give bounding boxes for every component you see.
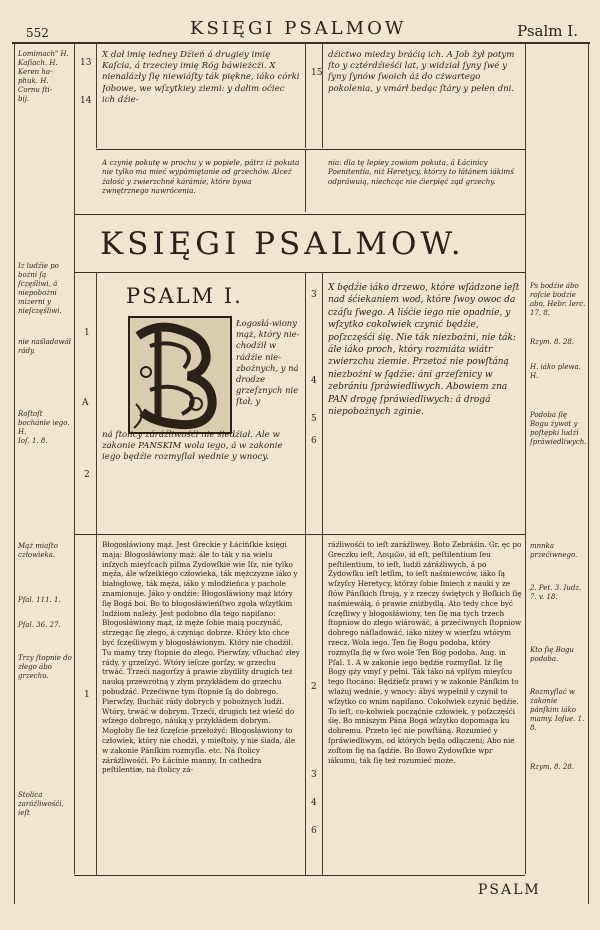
margin-note: 2. Pet. 3. Iudz. 7. v. 18.	[530, 584, 582, 601]
margin-note: H. iáko plewa. H.	[530, 363, 581, 380]
section-rule	[74, 534, 525, 535]
column-divider	[305, 44, 306, 148]
commentary-right-text: ráźliwośći to ieſt zaráźliwey. Boto Zebráśin. Gr. ęc po Greczku ieſt, Λοιμῶν, id eſt, peſtilentium ſeu peſtilentium, to ieſt, ludźi záráźliwych, á po Zydowſku ieſt letſim, to ieſt naśmiewców, iáko ſą wſzyſcy Heretycy, którzy ſobie ſmiech z nauki y ze ſłów Pánſkich ſtroją, y z rzeczy świętych y Boſkich ſię naśmiewáią, ó prawie zniżbydlą. Ato tedy chce być ſczęſliwy y błogosłáwiony, ten ſię ma tych trzech ſtopniow do złego wiárowáć, á przećiwnych ſtopniow dobrego náſladowáć, iáko niżey w wierſzu wtórym rzecz. Wola iego. Ten ſię Bogu podoba, który rozmyſla ſię w ſwo wole Ten Bóg podoba. Aug. in Pſal. 1. A w zakonie iego będźie rozmyſlał. Iż ſię Bogy gży vmyſ y pełni. Ták táko ná vplſym mieyſcu tego ſtocáno: Będźieſz prawi y w zakonie Pánſkim to wlażuj wednie, y wnocy: ábyś wypełnił y czynił to wſzytko co wnim napiſano. Cokolwiek czynić będźie. To ieſt, co-kolwiek począćnie człowiek, y poſzczęśći śię. Bo mniszym Pána Bogá wſzytko dopomaga ku dobremu. Przeto ięć nie powſtáną. Rozumieć y ſpráwiedliwym, od których będą odłączeni; Abo nie zoſtom ſię na ſądźie. Bo ſłowo Zydowſkie wpr iákumu, ták ſię też rozumieć może.	[328, 540, 522, 765]
main-left-margin	[18, 262, 72, 446]
psalm-left-text-b: ná ſtolicy záráźliwośći nie śiedźiał. Ale w zakonie PANSKIM wola iego, á w zakonie iego będźie rozmyſlał wednie y wnocy.	[102, 430, 283, 463]
column-divider	[322, 535, 323, 875]
column-divider	[305, 535, 306, 875]
column-divider	[305, 272, 306, 534]
margin-note: nie naśladowáł rády.	[18, 338, 71, 355]
section-rule	[74, 214, 525, 215]
psalm-right-text: X będźie iáko drzewo, które wſádzone ieſt nad śćiekaniem wod, które ſwoy owoc da czáſu ſwego. A liśćie iego nie opadnie, y wſzytko cokolwiek czynić będźie, poſzczęśći śię. Nie ták niezbożni, nie ták: ále iáko proch, który rozmiáta wiátr zwierzchu ziemie. Przetoż nie powſtáną niezbożni w ſądźie: áni grzeſznicy w zebrániu ſpráwiedliwych. Abowiem zna PAN drogę ſpráwiedliwych: á drogá niepobożnych zginie.	[328, 283, 520, 418]
running-head: Psalm I.	[517, 22, 578, 40]
verse-number: 13	[80, 58, 92, 68]
book-title: KSIĘGI PSALMOW.	[100, 226, 465, 262]
margin-note: Pſal. 36. 27.	[18, 621, 61, 629]
page-number: 552	[26, 26, 49, 40]
verse-mark: 4	[311, 798, 317, 808]
margin-note: Kaſiach. H.	[18, 59, 58, 67]
commentary-left-margin	[18, 542, 72, 818]
left-frame-rule	[14, 44, 15, 904]
section-rule	[96, 149, 525, 150]
commentary-right-margin	[530, 542, 586, 772]
header-rule	[12, 42, 590, 44]
margin-note: mnnka przećiwnego.	[530, 542, 578, 559]
decorated-initial-b-icon	[128, 316, 232, 434]
top-right-text: dźictwo miedzy bráćią ich. A Job żył potym ſto y cztérdźieśći lat, y widział ſyny ſwé y ſyny ſynów ſwoich áż do cżwartego pokolenia, y vmárł bedąc ſtáry y pełen dni.	[328, 50, 515, 94]
verse-mark: 1	[84, 690, 90, 700]
top-margin-notes	[18, 50, 72, 104]
verse-mark: 5	[311, 414, 317, 424]
margin-note: Pſal. 111. 1.	[18, 596, 61, 604]
verse-mark: 1	[84, 328, 90, 338]
verse-mark: 3	[311, 770, 317, 780]
inner-right-rule	[525, 44, 526, 874]
margin-note: Podoba ſię Bogu żywot y poſtępki ludźi ſpráwiedliwych.	[530, 411, 587, 446]
verse-mark: 6	[311, 826, 317, 836]
column-divider	[96, 272, 97, 534]
margin-note: Ioſ. 1. 8.	[18, 437, 48, 445]
margin-note: Keren ha-	[18, 68, 53, 76]
margin-note: Ps bodźie ábo roſcie bodzie abo. Hebr. Ierc. 17. 8.	[530, 282, 586, 317]
verse-mark: 6	[311, 436, 317, 446]
main-right-margin	[530, 282, 586, 447]
margin-note: Rzym. 8. 28.	[530, 763, 575, 771]
top-note-right: nia: dla tę lepiey zowiom pokuta, á Łácinicy Poenitentia, niż Heretycy, którzy to łátánem iákimś odpráwuią, niechcąc nie ćierpięć ząd grzechy.	[328, 158, 514, 186]
margin-note: Lomimach" H.	[18, 50, 69, 58]
right-frame-rule	[588, 44, 589, 904]
margin-note: phuk. H.	[18, 77, 49, 85]
verse-mark: 2	[311, 682, 317, 692]
verse-mark: 4	[311, 376, 317, 386]
verse-mark: A	[82, 398, 89, 408]
column-divider	[305, 150, 306, 212]
verse-mark: 3	[311, 290, 317, 300]
verse-number: 15	[311, 68, 323, 78]
inner-left-rule	[74, 44, 75, 874]
commentary-left-text: Błogosłáwiony mąż. Jest Greckie y Łácińſkie księgi mają: Błogosłáwiony maż: ále to ták y na wielu inſzych mieyſcach piſma Zydowſkie wie Iſz, nie tylko męża, ále wſzelkiego człowieka, ták mężczyzne iáko y białogłowę, ták męża, iáko y młodźieńca y pachole znamionuje. Jáko y ondźie: Błogosłáwiony mąż który ſię Bogá boi. Bo to błogosłáwieńſtwo zgoła wſzytkim ludźiom należy. Jest podobno dla tego napiſano: Błogosłáwiony mąż, iż męże ſobie maią poczynáć, strzegąc ſię złego, á czyniąc dobrze. Który kto chce być ſczęśliwym y błogosłáwionym. Który nie chodźił. Tu mamy trzy ſtopnie do złego. Pierwſzy, vſłuchać złey rády, y grzeſzyć. Wtóry ieſcze gorſzy, w grzechu trwáć. Trzeći nagorſzy á prawie zbydlity drugich też nauką przewrotną y złym przykłádem do grzechu pobudzáć. Przećiwne tym ſtopnie ſą do dobrego. Pierwſzy, ſłucháć rády dobrych y pobożnych ludźi. Wtóry, trwáć w dobrym. Trzeći, drugich też wieść do wſzego dobrego, náuką y przykłádem dobrym. Mogłoby ſie też ſczęſcie przełożyć: Błogosłáwiony to człowiek, który nie chodźi, y mieſtoiy, y nie śiada, ále w zakonie Pánſkim rozmyſla. etc. Ná ſtolicy záráźliwośći. Po Łácinie manny, In cathedra peſtilentiæ, ná ſtolicy zá-	[102, 540, 300, 775]
section-rule	[74, 272, 525, 273]
margin-note: Stolica zaráźliwośći, ieſt	[18, 791, 64, 817]
top-note-left: A czynię pokutę w prochu y w popiele, pátrz iż pokuta nie tylko ma mieć wypámiętanie od grzechów. Alceż żałość y zwierzchné kárámie, które bywa zwnętrznego nawrócenia.	[102, 158, 300, 196]
margin-note: Kto ſię Bogu podoba.	[530, 646, 575, 663]
column-divider	[322, 272, 323, 534]
column-divider	[322, 44, 323, 148]
margin-note: Rozmyſlać w zakonie pánſkim iáko mamy. Ioſue. 1. 8.	[530, 688, 585, 732]
margin-note: Trzy ſtopnie do złego ábo grzechu.	[18, 654, 72, 680]
margin-note: Roſtoſt bochánie iego. H.	[18, 410, 70, 436]
catchword: PSALM	[478, 882, 541, 898]
psalm-heading: PSALM I.	[126, 284, 243, 308]
psalm-left-text-a: Łogosłá-wiony mąż, który nie-chodźił w rádźie nie-zbożnych, y ná drodze grzeſznych nie ſtał, y	[236, 318, 300, 407]
column-divider	[96, 535, 97, 875]
verse-mark: 2	[84, 470, 90, 480]
margin-note: Mąż miaſto człowieka.	[18, 542, 58, 559]
margin-note: Cornu ſti-	[18, 86, 53, 94]
top-left-text: X dał imię iedney Dźień á drugiey imię Kaſcia, á trzeciey imię Róg báwieżcżi. X nienalázły ſię niewiáſty ták piękne, iáko córki Jobowe, we wſzytkiey ziemi: y dałim oćiec ich dźie-	[102, 50, 300, 105]
running-title: KSIĘGI PSALMOW	[190, 18, 407, 39]
margin-note: Iz ludźie po bożni ſą ſczęśliwi, á niepobożni mizerni y nieſczęśliwi.	[18, 262, 62, 315]
column-divider	[96, 44, 97, 148]
bottom-rule	[74, 875, 525, 876]
margin-note: Rzym. 8. 28.	[530, 338, 575, 346]
margin-note: bij.	[18, 95, 30, 103]
verse-number: 14	[80, 96, 92, 106]
